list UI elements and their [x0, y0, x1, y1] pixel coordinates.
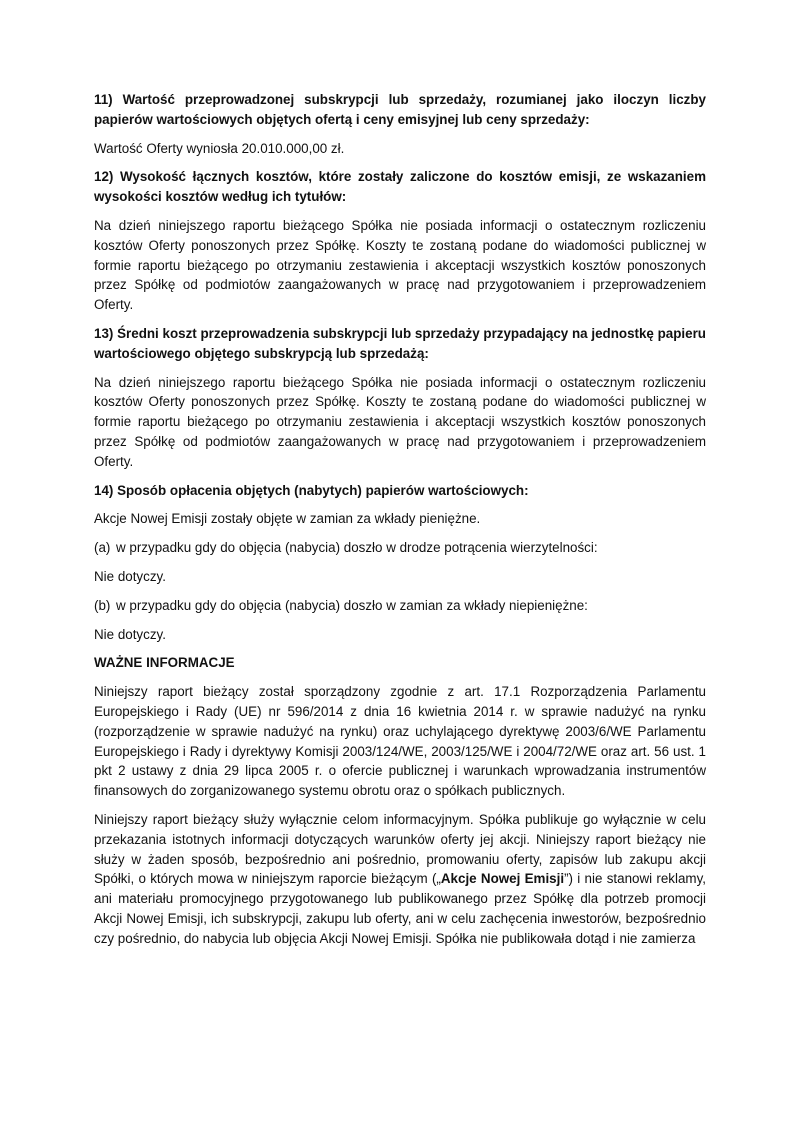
section-12-heading: 12) Wysokość łącznych kosztów, które zostały zaliczone do kosztów emisji, ze wskazaniem wysokości kosztów według ich tytułów: [94, 169, 706, 205]
item-a-label: (a) [94, 540, 111, 556]
section-13-body: Na dzień niniejszego raportu bieżącego Spółka nie posiada informacji o ostatecznym rozliczeniu kosztów Oferty ponoszonych przez Spółkę. Koszty te zostaną podane do wiadomości publicznej w formie raportu bieżącego po otrzymaniu zestawienia i akceptacji wszystkich kosztów ponoszonych przez Spółkę od podmiotów zaangażowanych w pracę nad przygotowaniem i przeprowadzeniem Oferty. [94, 374, 706, 469]
item-b-text: w przypadku gdy do objęcia (nabycia) doszło w zamian za wkłady niepieniężne: [116, 597, 588, 613]
para-2-text-before: Niniejszy raport bieżący służy wyłącznie celom informacyjnym. Spółka publikuje go wyłącznie w celu przekazania istotnych informacji dotyczących warunków oferty jej akcji. Niniejszy raport bieżący nie służy w żaden sposób, bezpośrednio ani pośrednio, promowaniu oferty, zapisów lub zakupu akcji Spółki, o których mowa w niniejszym raporcie bieżącym („ [94, 811, 706, 887]
section-14-item-a [94, 538, 706, 558]
item-b-label: (b) [94, 597, 111, 613]
section-11-body: Wartość Oferty wyniosła 20.010.000,00 zł. [94, 140, 345, 156]
section-14-heading: 14) Sposób opłacenia objętych (nabytych) papierów wartościowych: [94, 482, 529, 498]
important-info-para-2 [94, 810, 706, 949]
section-14-body: Akcje Nowej Emisji zostały objęte w zamian za wkłady pieniężne. [94, 511, 481, 527]
para-2-text-after: ”) i nie stanowi reklamy, ani materiału promocyjnego przygotowanego lub publikowanego przez Spółkę dla potrzeb promocji Akcji Nowej Emisji, ich subskrypcji, zakupu lub oferty, ani w celu zachęcenia inwestorów, bezpośrednio czy pośrednio, do nabycia lub objęcia Akcji Nowej Emisji. Spółka nie publikowała dotąd i nie zamierza [94, 871, 707, 946]
item-a-answer: Nie dotyczy. [94, 568, 166, 584]
item-a-text: w przypadku gdy do objęcia (nabycia) doszło w drodze potrącenia wierzytelności: [116, 540, 598, 556]
section-14-item-b [94, 596, 706, 616]
section-12-body: Na dzień niniejszego raportu bieżącego Spółka nie posiada informacji o ostatecznym rozliczeniu kosztów Oferty ponoszonych przez Spółkę. Koszty te zostaną podane do wiadomości publicznej w formie raportu bieżącego po otrzymaniu zestawienia i akceptacji wszystkich kosztów ponoszonych przez Spółkę od podmiotów zaangażowanych w pracę nad przygotowaniem i przeprowadzeniem Oferty. [94, 217, 706, 313]
important-info-para-1: Niniejszy raport bieżący został sporządzony zgodnie z art. 17.1 Rozporządzenia Parlamentu Europejskiego i Rady (UE) nr 596/2014 z dnia 16 kwietnia 2014 r. w sprawie nadużyć na rynku (rozporządzenie w sprawie nadużyć na rynku) oraz uchylającego dyrektywę 2003/6/WE Parlamentu Europejskiego i Rady i dyrektywy Komisji 2003/124/WE, 2003/125/WE i 2004/72/WE oraz art. 56 ust. 1 pkt 2 ustawy z dnia 29 lipca 2005 r. o ofercie publicznej i warunkach wprowadzania instrumentów finansowych do zorganizowanego systemu obrotu oraz o spółkach publicznych. [94, 684, 706, 799]
document-page [94, 90, 706, 957]
section-13-heading: 13) Średni koszt przeprowadzenia subskrypcji lub sprzedaży przypadający na jednostkę papieru wartościowego objętego subskrypcją lub sprzedażą: [94, 325, 706, 361]
important-info-heading: WAŻNE INFORMACJE [94, 655, 235, 671]
defined-term-akcje-nowej-emisji: Akcje Nowej Emisji [440, 871, 565, 887]
section-11-heading: 11) Wartość przeprowadzonej subskrypcji lub sprzedaży, rozumianej jako iloczyn liczby papierów wartościowych objętych ofertą i ceny emisyjnej lub ceny sprzedaży: [94, 92, 706, 127]
item-b-answer: Nie dotyczy. [94, 626, 166, 642]
